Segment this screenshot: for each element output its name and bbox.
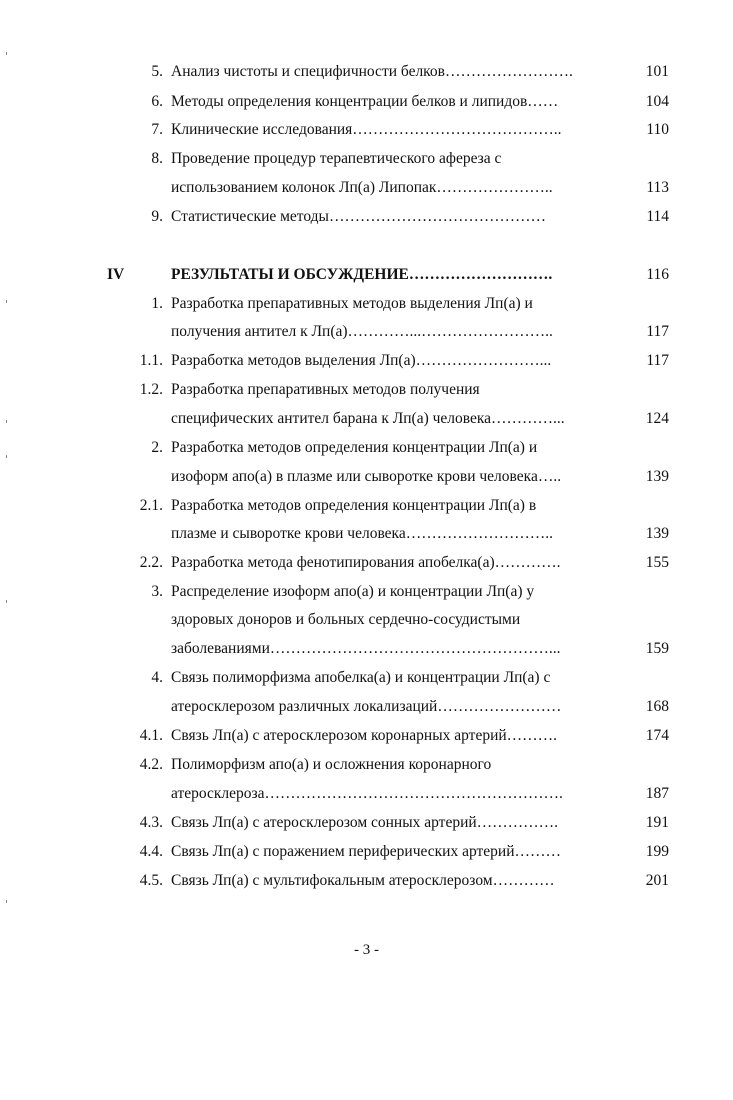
scan-speck — [6, 420, 7, 423]
toc-entry-number: 1.1. — [139, 352, 163, 369]
toc-entry-title: Проведение процедур терапевтического афереза с — [171, 150, 502, 167]
toc-entry-title: получения антител к Лп(а)…………...…………………….. — [171, 323, 553, 340]
toc-entry-title: Разработка препаративных методов выделения Лп(а) и — [171, 295, 533, 312]
toc-entry-title: плазме и сыворотке крови человека……………………….. — [171, 525, 553, 542]
toc-entry-title: Связь Лп(а) с поражением периферических артерий……… — [171, 843, 561, 860]
toc-entry-number: 6. — [151, 93, 163, 110]
toc-entry-continuation — [0, 405, 733, 433]
toc-entry-title: Разработка метода фенотипирования апобелка(а)…………. — [171, 554, 561, 571]
page-number: - 3 - — [354, 942, 379, 958]
toc-entry-continuation — [0, 606, 733, 634]
toc-entry — [0, 722, 733, 750]
toc-entry — [0, 434, 733, 462]
scan-speck — [6, 300, 7, 303]
toc-entry — [0, 145, 733, 173]
toc-entry-title: Распределение изоформ апо(а) и концентрации Лп(а) у — [171, 583, 535, 600]
scan-speck — [6, 600, 7, 603]
toc-entry-page: 110 — [646, 121, 669, 138]
toc-entry-title: использованием колонок Лп(а) Липопак………………….. — [171, 179, 553, 196]
toc-entry — [0, 809, 733, 837]
toc-entry-title: Разработка методов выделения Лп(а)……………………... — [171, 352, 552, 369]
toc-entry-title: Разработка препаративных методов получения — [171, 381, 480, 398]
toc-entry-page: 139 — [645, 525, 669, 542]
toc-entry-page: 159 — [645, 640, 669, 657]
toc-entry-number: 4. — [151, 669, 163, 686]
toc-entry — [0, 751, 733, 779]
toc-entry-title: Статистические методы…………………………………… — [171, 208, 546, 225]
toc-entry-number: 4.1. — [139, 727, 163, 744]
toc-entry-page: 117 — [646, 352, 669, 369]
toc-entry-title: Связь Лп(а) с атеросклерозом сонных артерий……………. — [171, 814, 559, 831]
toc-entry-page: 116 — [646, 266, 669, 283]
toc-entry-title: Полиморфизм апо(а) и осложнения коронарного — [171, 756, 492, 773]
toc-entry-page: 191 — [645, 814, 669, 831]
toc-entry-page: 174 — [645, 727, 669, 744]
toc-entry-continuation — [0, 520, 733, 548]
toc-entry — [0, 664, 733, 692]
toc-entry-page: 104 — [645, 93, 669, 110]
toc-entry-title: здоровых доноров и больных сердечно-сосудистыми — [171, 611, 521, 628]
toc-entry-title: Разработка методов определения концентрации Лп(а) и — [171, 439, 538, 456]
scan-speck — [6, 455, 7, 458]
toc-entry-title: атеросклерозом различных локализаций…………………… — [171, 698, 562, 715]
toc-entry-number: 4.4. — [139, 843, 163, 860]
toc-entry-title: Анализ чистоты и специфичности белков……………………. — [171, 63, 573, 80]
toc-entry-number: 1.2. — [139, 381, 163, 398]
toc-entry — [0, 492, 733, 520]
toc-entry-number: 2. — [151, 439, 163, 456]
toc-entry-page: 139 — [645, 468, 669, 485]
toc-entry-page: 124 — [645, 410, 669, 427]
toc-entry-number: 9. — [151, 208, 163, 225]
toc-entry-page: 199 — [645, 843, 669, 860]
toc-entry-title: специфических антител барана к Лп(а) человека…………... — [171, 410, 565, 427]
toc-entry-title: атеросклероза…………………………………………………. — [171, 785, 563, 802]
toc-entry-continuation — [0, 318, 733, 346]
toc-entry-title: Клинические исследования………………………………….. — [171, 121, 562, 138]
toc-entry-number: 4.5. — [139, 872, 163, 889]
toc-entry-number: 2.2. — [139, 554, 163, 571]
scan-speck — [6, 52, 7, 55]
toc-entry-number: 7. — [151, 121, 163, 138]
toc-entry — [0, 58, 733, 86]
toc-entry-number: 8. — [151, 150, 163, 167]
toc-entry-number: 2.1. — [139, 497, 163, 514]
toc-entry-number: 5. — [151, 63, 163, 80]
toc-entry — [0, 347, 733, 375]
toc-entry-continuation — [0, 463, 733, 491]
toc-entry-continuation — [0, 780, 733, 808]
toc-entry-title: Связь полиморфизма апобелка(а) и концентрации Лп(а) с — [171, 669, 551, 686]
chapter-number: IV — [107, 266, 125, 283]
toc-entry-page: 168 — [645, 698, 669, 715]
toc-entry — [0, 867, 733, 895]
toc-entry-page: 117 — [646, 323, 669, 340]
toc-entry-page: 113 — [646, 179, 669, 196]
toc-entry — [0, 838, 733, 866]
toc-entry-title: Разработка методов определения концентрации Лп(а) в — [171, 497, 537, 514]
toc-entry — [0, 88, 733, 116]
toc-entry-number: 4.3. — [139, 814, 163, 831]
toc-entry-page: 187 — [645, 785, 669, 802]
toc-entry — [0, 578, 733, 606]
toc-entry — [0, 116, 733, 144]
chapter-title: РЕЗУЛЬТАТЫ И ОБСУЖДЕНИЕ………………………. — [171, 266, 553, 283]
toc-entry-page: 101 — [645, 63, 669, 80]
toc-entry — [0, 290, 733, 318]
toc-entry-page: 155 — [645, 554, 669, 571]
toc-entry-title: Связь Лп(а) с атеросклерозом коронарных артерий………. — [171, 727, 558, 744]
toc-chapter — [0, 261, 733, 289]
toc-entry-continuation — [0, 174, 733, 202]
toc-entry-continuation — [0, 693, 733, 721]
toc-entry-continuation — [0, 635, 733, 663]
toc-entry-number: 1. — [151, 295, 163, 312]
scan-speck — [6, 900, 7, 903]
toc-entry — [0, 376, 733, 404]
toc-entry-number: 3. — [151, 583, 163, 600]
toc-entry-title: заболеваниями………………………………………………... — [171, 640, 561, 657]
toc-entry-title: Методы определения концентрации белков и липидов…… — [171, 93, 559, 110]
toc-entry-page: 114 — [646, 208, 669, 225]
toc-entry — [0, 203, 733, 231]
toc-entry-title: Связь Лп(а) с мультифокальным атеросклерозом………… — [171, 872, 555, 889]
toc-entry-number: 4.2. — [139, 756, 163, 773]
toc-entry-title: изоформ апо(а) в плазме или сыворотке крови человека….. — [171, 468, 562, 485]
toc-entry-page: 201 — [645, 872, 669, 889]
toc-entry — [0, 549, 733, 577]
